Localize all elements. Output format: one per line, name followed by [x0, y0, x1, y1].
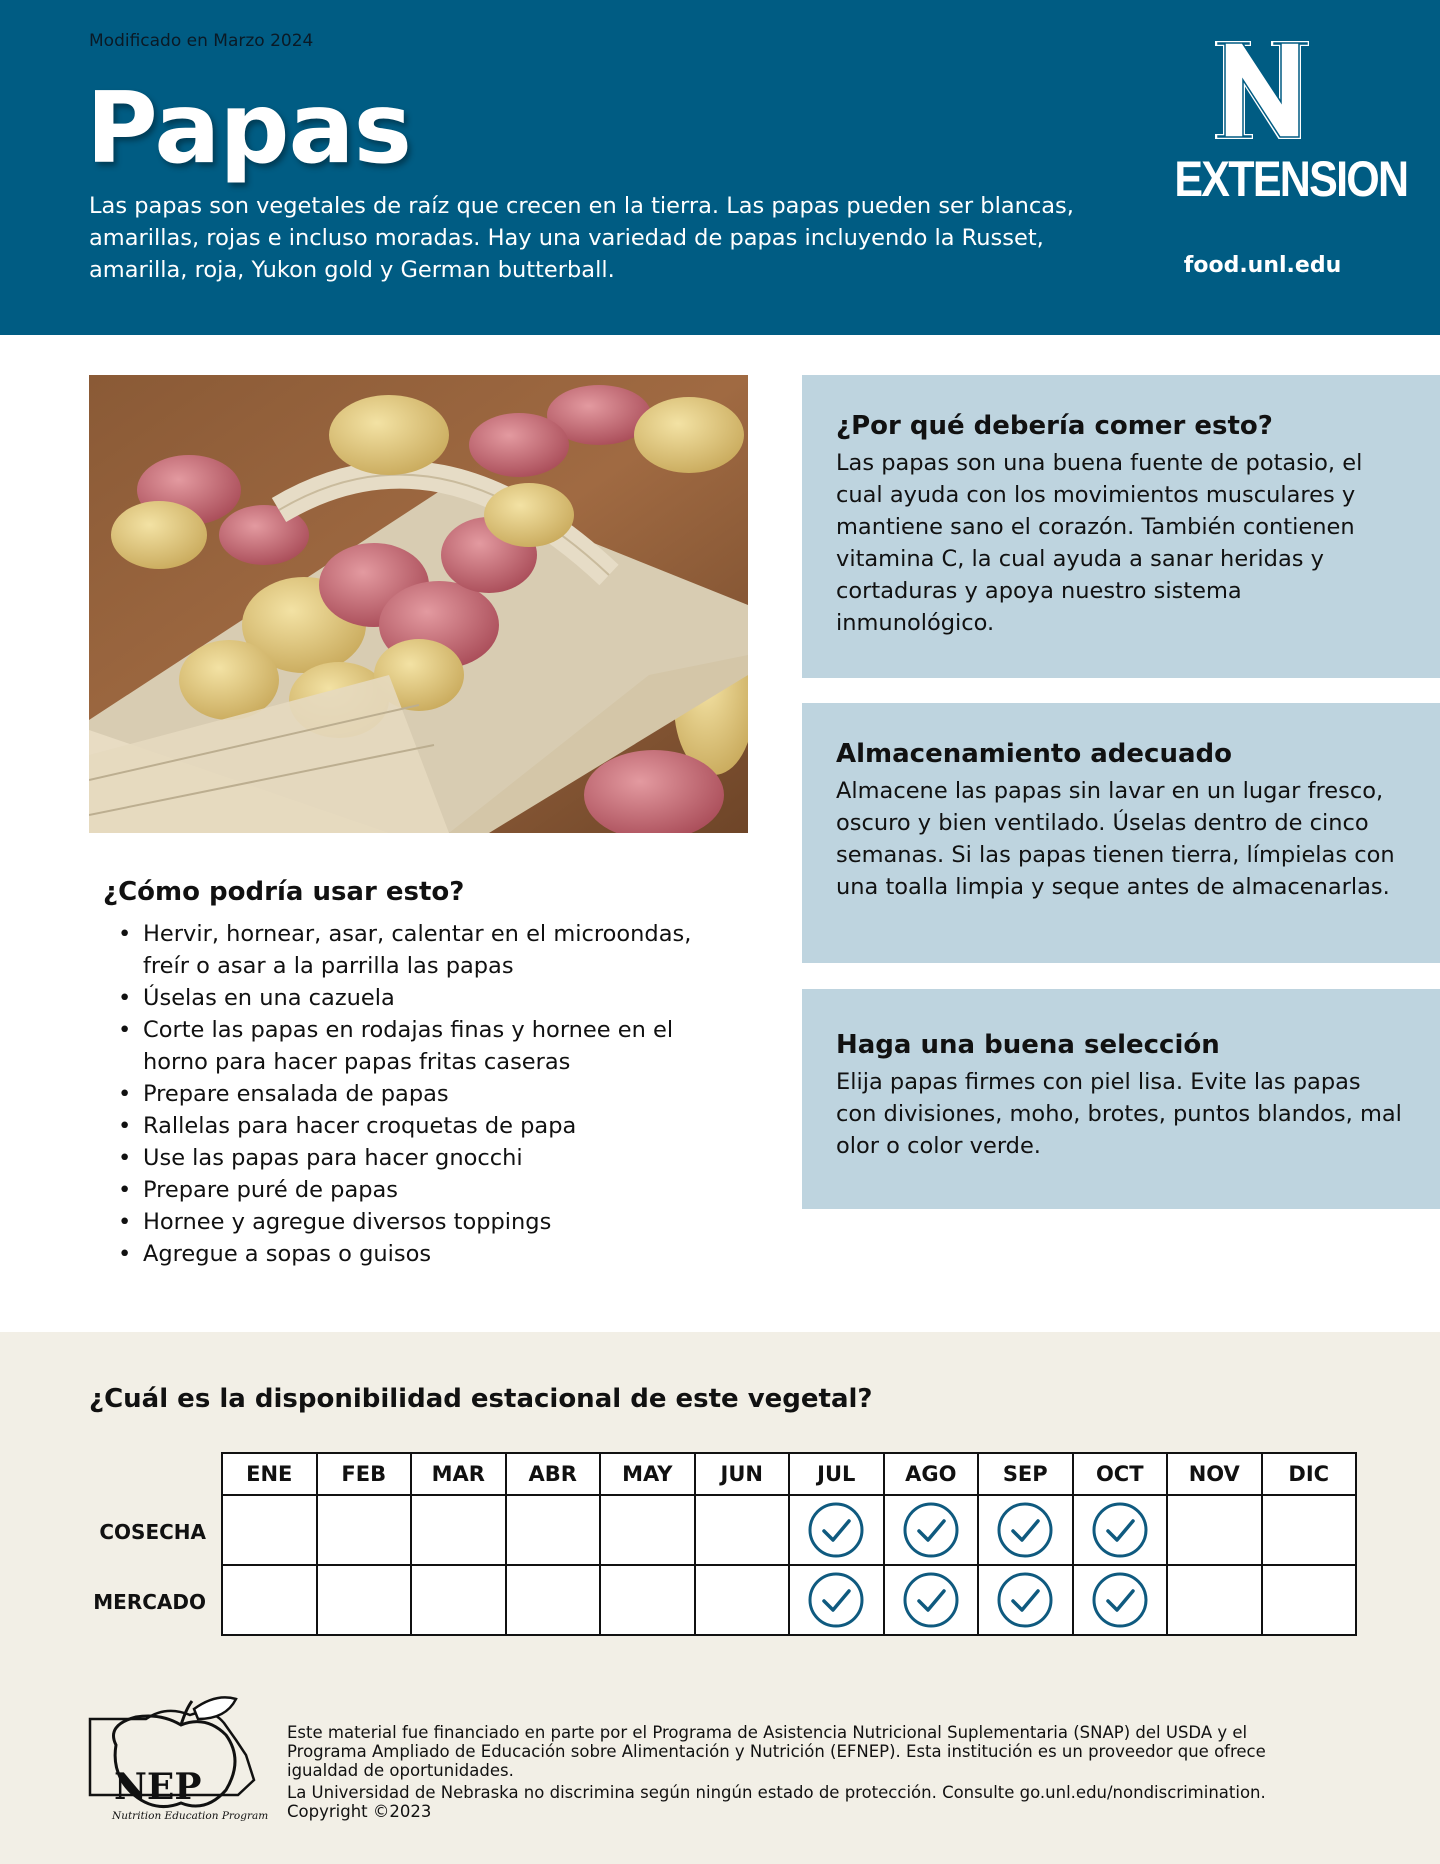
table-row — [222, 1565, 1356, 1635]
season-cell — [1167, 1495, 1262, 1565]
month-header: NOV — [1167, 1453, 1262, 1495]
row-label-harvest: COSECHA — [99, 1520, 206, 1544]
month-header: JUN — [695, 1453, 790, 1495]
modified-date: Modificado en Marzo 2024 — [89, 31, 314, 51]
check-circle-icon — [902, 1501, 960, 1559]
list-item: • Rallelas para hacer croquetas de papa — [118, 1110, 738, 1142]
season-cell — [600, 1495, 695, 1565]
month-header: MAY — [600, 1453, 695, 1495]
season-cell — [411, 1495, 506, 1565]
season-cell — [1073, 1495, 1168, 1565]
seasonal-table — [221, 1452, 1357, 1636]
selection-box — [802, 989, 1440, 1209]
site-url[interactable]: food.unl.edu — [1183, 253, 1342, 278]
usage-list — [118, 918, 738, 1270]
season-cell — [789, 1495, 884, 1565]
check-circle-icon — [807, 1571, 865, 1629]
row-label-market: MERCADO — [93, 1590, 206, 1614]
month-header: DIC — [1262, 1453, 1357, 1495]
block-n-icon — [1212, 38, 1312, 142]
month-header: FEB — [317, 1453, 412, 1495]
season-cell — [1262, 1495, 1357, 1565]
season-cell — [978, 1495, 1073, 1565]
nep-logo-text: NEP — [114, 1766, 202, 1808]
month-header: ABR — [506, 1453, 601, 1495]
list-item: • Hervir, hornear, asar, calentar en el microondas, freír o asar a la parrilla las papas — [118, 918, 738, 982]
list-item: • Use las papas para hacer gnocchi — [118, 1142, 738, 1174]
month-header: JUL — [789, 1453, 884, 1495]
storage-text: Almacene las papas sin lavar en un lugar fresco, oscuro y bien ventilado. Úselas dentro de cinco semanas. Si las papas tienen tierra, límpielas con una toalla limpia y seque antes de almacenarlas. — [836, 778, 1395, 900]
page-title: Papas — [86, 72, 411, 186]
season-cell — [222, 1495, 317, 1565]
storage-box — [802, 703, 1440, 963]
season-cell — [884, 1565, 979, 1635]
season-cell — [222, 1565, 317, 1635]
usage-heading: ¿Cómo podría usar esto? — [103, 877, 465, 907]
season-cell — [317, 1565, 412, 1635]
season-cell — [1167, 1565, 1262, 1635]
month-header: OCT — [1073, 1453, 1168, 1495]
why-eat-text: Las papas son una buena fuente de potasio, el cual ayuda con los movimientos musculares y mantiene sano el corazón. También contienen vitamina C, la cual ayuda a sanar heridas y cortaduras y apoya nuestro sistema inmunológico. — [836, 450, 1363, 636]
extension-wordmark: EXTENSION — [1174, 151, 1408, 207]
table-row — [222, 1495, 1356, 1565]
month-header-row — [222, 1453, 1356, 1495]
storage-heading: Almacenamiento adecuado — [836, 739, 1232, 769]
season-cell — [695, 1495, 790, 1565]
list-item: • Prepare puré de papas — [118, 1174, 738, 1206]
header-banner — [0, 0, 1440, 335]
check-circle-icon — [807, 1501, 865, 1559]
potato-basket-photo — [89, 375, 748, 833]
check-circle-icon — [902, 1571, 960, 1629]
season-cell — [789, 1565, 884, 1635]
season-cell — [1073, 1565, 1168, 1635]
check-circle-icon — [1091, 1501, 1149, 1559]
month-header: ENE — [222, 1453, 317, 1495]
seasonal-heading: ¿Cuál es la disponibilidad estacional de este vegetal? — [89, 1384, 873, 1414]
why-eat-heading: ¿Por qué debería comer esto? — [836, 411, 1273, 441]
season-cell — [1262, 1565, 1357, 1635]
selection-heading: Haga una buena selección — [836, 1030, 1220, 1060]
month-header: AGO — [884, 1453, 979, 1495]
check-circle-icon — [1091, 1571, 1149, 1629]
season-cell — [884, 1495, 979, 1565]
nep-logo-icon — [86, 1695, 268, 1830]
season-cell — [317, 1495, 412, 1565]
intro-paragraph: Las papas son vegetales de raíz que crecen en la tierra. Las papas pueden ser blancas, amarillas, rojas e incluso moradas. Hay una variedad de papas incluyendo la Russet, amarilla, roja, Yukon gold y German butterball. — [89, 193, 1074, 283]
season-cell — [695, 1565, 790, 1635]
month-header: MAR — [411, 1453, 506, 1495]
month-header: SEP — [978, 1453, 1073, 1495]
season-cell — [411, 1565, 506, 1635]
nondiscrimination-statement: La Universidad de Nebraska no discrimina según ningún estado de protección. Consulte go.unl.edu/nondiscrimination. Copyright ©2023 — [287, 1783, 1266, 1821]
nep-logo-subtitle: Nutrition Education Program — [112, 1810, 268, 1822]
list-item: • Corte las papas en rodajas finas y hornee en el horno para hacer papas fritas caseras — [118, 1014, 738, 1078]
season-cell — [506, 1495, 601, 1565]
season-cell — [600, 1565, 695, 1635]
nebraska-extension-logo[interactable] — [1160, 38, 1408, 208]
list-item: • Hornee y agregue diversos toppings — [118, 1206, 738, 1238]
season-cell — [978, 1565, 1073, 1635]
list-item: • Úselas en una cazuela — [118, 982, 738, 1014]
funding-statement: Este material fue financiado en parte por el Programa de Asistencia Nutricional Suplementaria (SNAP) del USDA y el Programa Ampliado de Educación sobre Alimentación y Nutrición (EFNEP). Esta institución es un proveedor que ofrece igualdad de oportunidades. — [287, 1723, 1266, 1780]
season-cell — [506, 1565, 601, 1635]
check-circle-icon — [996, 1501, 1054, 1559]
check-circle-icon — [996, 1571, 1054, 1629]
why-eat-box — [802, 375, 1440, 678]
selection-text: Elija papas firmes con piel lisa. Evite las papas con divisiones, moho, brotes, puntos blandos, mal olor o color verde. — [836, 1069, 1402, 1159]
list-item: • Agregue a sopas o guisos — [118, 1238, 738, 1270]
footer-disclaimer — [287, 1723, 1307, 1824]
list-item: • Prepare ensalada de papas — [118, 1078, 738, 1110]
